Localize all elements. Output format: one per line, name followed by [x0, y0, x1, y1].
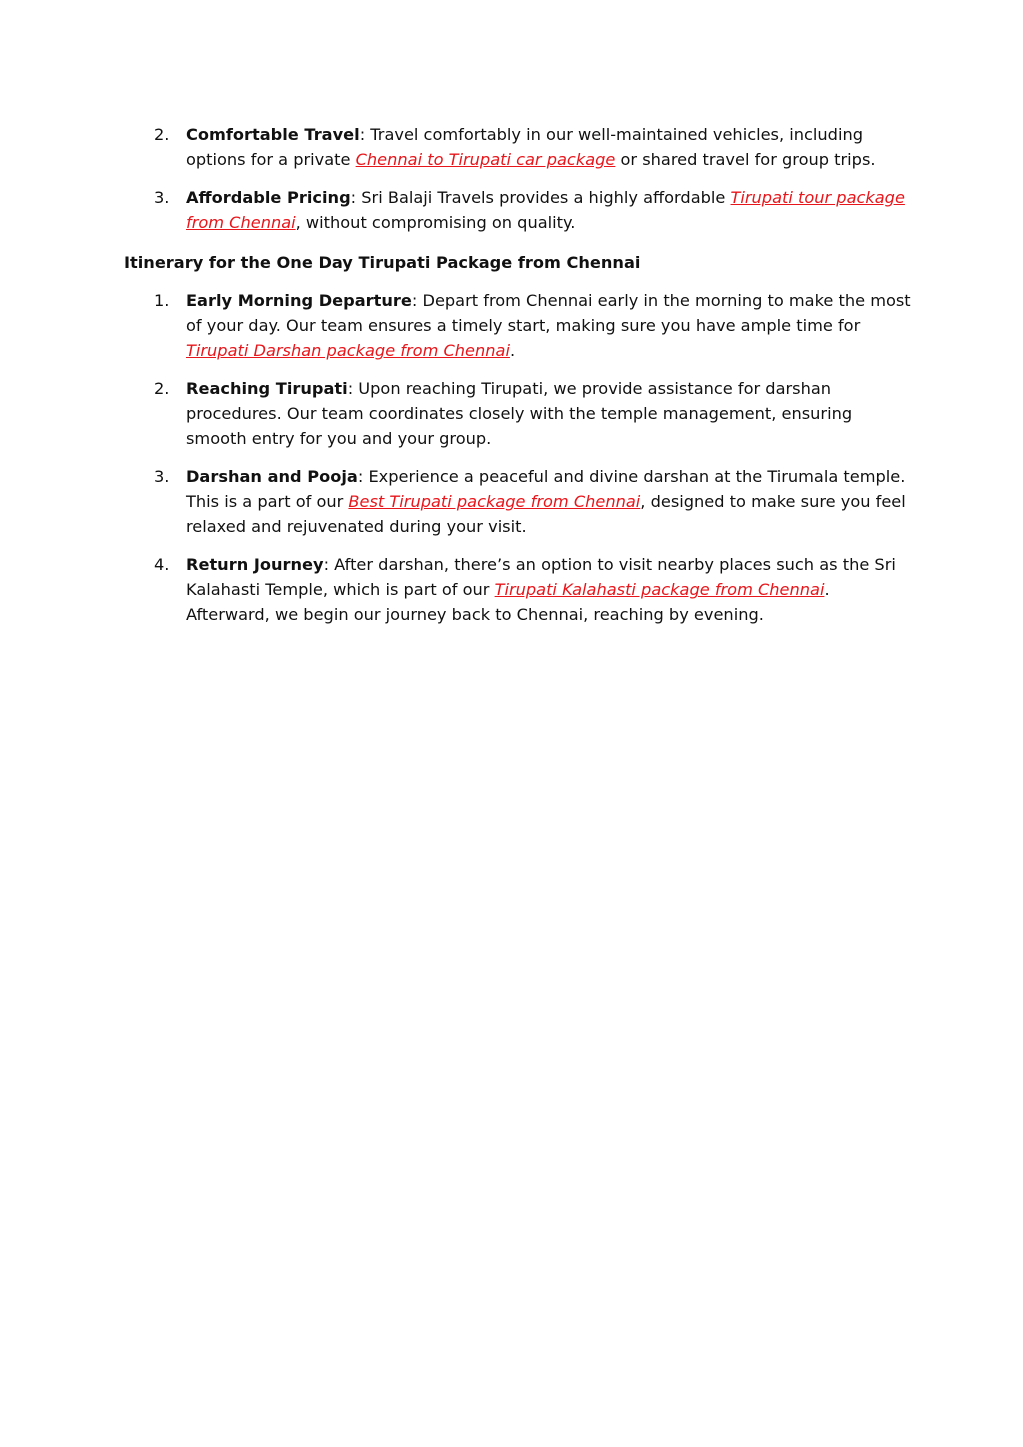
section-heading: Itinerary for the One Day Tirupati Package from Chennai — [124, 253, 641, 272]
item-number: 2. — [154, 125, 170, 144]
item-term: Affordable Pricing — [186, 188, 351, 207]
item-link[interactable]: Best Tirupati package from Chennai — [348, 492, 641, 511]
item-text: : Sri Balaji Travels provides a highly affordable — [350, 188, 731, 207]
item-number: 1. — [154, 291, 170, 310]
item-link[interactable]: Tirupati tour package from Chennai — [186, 188, 905, 232]
list-item — [124, 376, 914, 451]
item-number: 3. — [154, 188, 170, 207]
item-term: Early Morning Departure — [186, 291, 412, 310]
item-number: 3. — [154, 467, 170, 486]
item-link[interactable]: Tirupati Kalahasti package from Chennai — [494, 580, 825, 599]
item-number: 2. — [154, 379, 170, 398]
list-item — [124, 185, 914, 235]
item-text-tail: , without compromising on quality. — [295, 213, 576, 232]
item-term: Return Journey — [186, 555, 324, 574]
item-term: Reaching Tirupati — [186, 379, 348, 398]
item-text: : Travel comfortably in our well-maintained vehicles, including options for a private — [186, 125, 863, 169]
list-item — [124, 552, 914, 627]
item-term: Comfortable Travel — [186, 125, 360, 144]
item-link[interactable]: Chennai to Tirupati car package — [355, 150, 616, 169]
item-text: : Depart from Chennai early in the morning to make the most of your day. Our team ensures a timely start, making sure you have ample time for — [186, 291, 911, 335]
itinerary-list — [124, 288, 914, 640]
benefits-list — [124, 122, 914, 248]
list-item — [124, 288, 914, 363]
item-text-tail: , designed to make sure you feel relaxed and rejuvenated during your visit. — [186, 492, 906, 536]
list-item — [124, 122, 914, 172]
list-item — [124, 464, 914, 539]
item-number: 4. — [154, 555, 170, 574]
item-term: Darshan and Pooja — [186, 467, 358, 486]
item-text: : Upon reaching Tirupati, we provide assistance for darshan procedures. Our team coordinates closely with the temple management, ensuring smooth entry for you and your group. — [186, 379, 853, 448]
item-text: : After darshan, there’s an option to visit nearby places such as the Sri Kalahasti Temple, which is part of our — [186, 555, 896, 599]
item-link[interactable]: Tirupati Darshan package from Chennai — [186, 341, 510, 360]
item-text-tail: . — [509, 341, 516, 360]
item-text-tail: or shared travel for group trips. — [615, 150, 876, 169]
item-text-tail: . Afterward, we begin our journey back to Chennai, reaching by evening. — [186, 580, 830, 624]
item-text: : Experience a peaceful and divine darshan at the Tirumala temple. This is a part of our — [186, 467, 906, 511]
